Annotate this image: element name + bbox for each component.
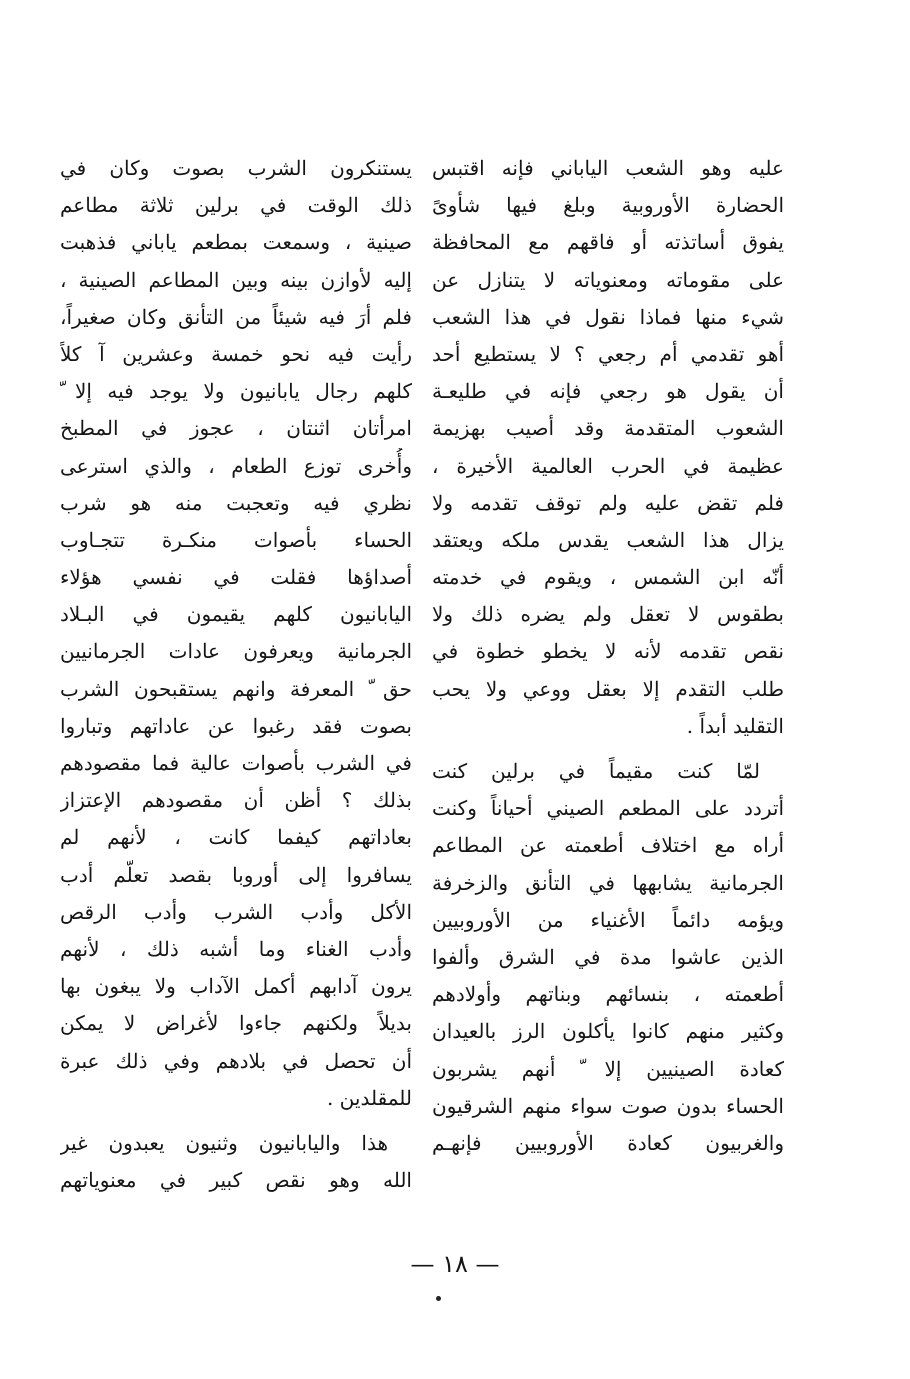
text-line: في الشرب بأصوات عالية فما مقصودهم bbox=[60, 751, 412, 775]
text-line: الشعوب المتقدمة وقد أصيب بهزيمة bbox=[432, 416, 784, 441]
text-line: أطعمته ، بنسائهم وبناتهم وأولادهم bbox=[432, 982, 784, 1007]
page-number: — ١٨ — bbox=[410, 1250, 500, 1278]
text-line: لمّا كنت مقيماً في برلين كنت bbox=[432, 759, 760, 783]
text-line: رأيت فيه نحو خمسة وعشرين آ كلاً bbox=[60, 341, 412, 366]
text-line: طلب التقدم إلا بعقل ووعي ولا يحب bbox=[432, 676, 784, 701]
text-line: أهو تقدمي أم رجعي ؟ لا يستطيع أحد bbox=[432, 341, 784, 366]
text-line: بطقوس لا تعقل ولم يضره ذلك ولا bbox=[432, 602, 784, 627]
text-line: يزال هذا الشعب يقدس ملكه ويعتقد bbox=[432, 527, 784, 552]
text-line: الحضارة الأوروبية وبلغ فيها شأوىً bbox=[432, 193, 784, 218]
text-line: أصداؤها فقلت في نفسي هؤلاء bbox=[60, 565, 412, 590]
text-line: أتردد على المطعم الصيني أحياناً وكنت bbox=[432, 796, 784, 821]
text-line: اليابانيون كلهم يقيمون في البـلاد bbox=[60, 602, 412, 627]
text-line: صينية ، وسمعت بمطعم ياباني فذهبت bbox=[60, 230, 412, 255]
text-line: للمقلدين . bbox=[326, 1085, 412, 1110]
text-line: شيء منها فماذا نقول في هذا الشعب bbox=[432, 304, 784, 329]
text-line: على مقوماته ومعنوياته لا يتنازل عن bbox=[432, 267, 784, 292]
text-line: التقليد أبداً . bbox=[686, 713, 784, 738]
text-line: بصوت فقد رغبوا عن عاداتهم وتباروا bbox=[60, 713, 412, 738]
text-line: بذلك ؟ أظن أن مقصودهم الإعتزاز bbox=[60, 788, 412, 813]
text-line: فلم أرَ فيه شيئاً من التأنق وكان صغيراً، bbox=[60, 304, 412, 329]
text-line: الجرمانية يشابهها في التأنق والزخرفة bbox=[432, 870, 784, 895]
paragraph-gap bbox=[432, 745, 784, 753]
text-line: هذا واليابانيون وثنيون يعبدون غير bbox=[60, 1130, 388, 1155]
text-line: يرون آدابهم أكمل الآداب ولا يبغون بها bbox=[60, 974, 412, 999]
ink-dot bbox=[436, 1296, 441, 1301]
text-line: أنّه ابن الشمس ، ويقوم في خدمته bbox=[432, 565, 784, 590]
text-line: الحساء بأصوات منكـرة تتجـاوب bbox=[60, 527, 412, 552]
text-line: عظيمة في الحرب العالمية الأخيرة ، bbox=[432, 453, 784, 478]
text-line: عليه وهو الشعب الياباني فإنه اقتبس bbox=[432, 156, 784, 180]
text-line: وكثير منهم كانوا يأكلون الرز بالعيدان bbox=[432, 1019, 784, 1044]
text-line: كعادة الصينيين إلا ّ أنهم يشربون bbox=[432, 1056, 784, 1081]
text-line: يفوق أساتذته أو فاقهم مع المحافظة bbox=[432, 230, 784, 255]
text-line: حق ّ المعرفة وانهم يستقبحون الشرب bbox=[60, 676, 412, 701]
text-line: كلهم رجال يابانيون ولا يوجد فيه إلا ّ bbox=[60, 379, 412, 404]
text-line: بعاداتهم كيفما كانت ، لأنهم لم bbox=[60, 825, 412, 850]
right-text-column bbox=[432, 150, 784, 1162]
text-line: ويؤمه دائماً الأغنياء من الأوروبيين bbox=[432, 907, 784, 932]
text-line: أراه مع اختلاف أطعمته عن المطاعم bbox=[432, 833, 784, 858]
text-line: يستنكرون الشرب بصوت وكان في bbox=[60, 156, 412, 180]
text-line: امرأتان اثنتان ، عجوز في المطبخ bbox=[60, 416, 412, 441]
text-line: أن يقول هو رجعي فإنه في طليعـة bbox=[432, 379, 784, 404]
text-line: يسافروا إلى أوروبا بقصد تعلّم أدب bbox=[60, 862, 412, 887]
paragraph-gap bbox=[60, 1117, 412, 1125]
text-line: نقص تقدمه لأنه لا يخطو خطوة في bbox=[432, 639, 784, 664]
text-line: الأكل وأدب الشرب وأدب الرقص bbox=[60, 899, 412, 924]
text-line: وأُخرى توزع الطعام ، والذي استرعى bbox=[60, 453, 412, 478]
text-line: والغربيون كعادة الأوروبيين فإنهـم bbox=[432, 1130, 784, 1155]
text-line: الحساء بدون صوت سواء منهم الشرقيون bbox=[432, 1093, 784, 1118]
left-text-column bbox=[60, 150, 412, 1199]
text-line: ذلك الوقت في برلين ثلاثة مطاعم bbox=[60, 193, 412, 218]
text-line: الذين عاشوا مدة في الشرق وألفوا bbox=[432, 944, 784, 969]
text-line: أن تحصل في بلادهم وفي ذلك عبرة bbox=[60, 1048, 412, 1073]
text-line: بديلاً ولكنهم جاءوا لأغراض لا يمكن bbox=[60, 1011, 412, 1036]
text-line: نظري فيه وتعجبت منه هو شرب bbox=[60, 490, 412, 515]
text-line: الله وهو نقص كبير في معنوياتهم bbox=[60, 1168, 412, 1193]
text-line: وأدب الغناء وما أشبه ذلك ، لأنهم bbox=[60, 936, 412, 961]
text-line: الجرمانية ويعرفون عادات الجرمانيين bbox=[60, 639, 412, 664]
text-line: إليه لأوازن بينه وبين المطاعم الصينية ، bbox=[60, 267, 412, 292]
text-line: فلم تقض عليه ولم توقف تقدمه ولا bbox=[432, 490, 784, 515]
